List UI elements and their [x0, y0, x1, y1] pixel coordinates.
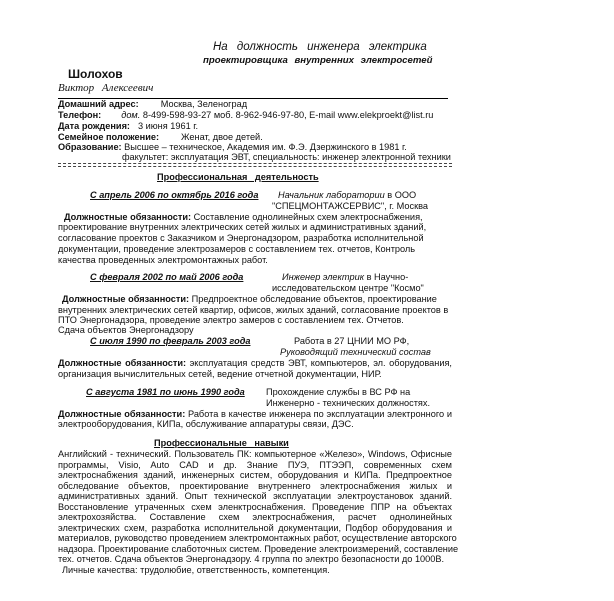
- duties-line: Предпроектное обследование объектов, проектирование: [191, 294, 437, 304]
- job-period: [90, 336, 250, 347]
- job-position: [278, 190, 416, 201]
- duties-line: Сдача объектов Энергонадзору: [58, 325, 194, 335]
- family-label: Семейное положение:: [58, 132, 160, 142]
- experience-heading: Профессиональная деятельность: [157, 172, 319, 182]
- duties-line: согласование проектов с Заказчиком и Энергонадзором, разработка исполнительной: [58, 233, 424, 243]
- duties-line: внутренних электрических сетей квартир, офисов, жилых зданий, согласование проектов в: [58, 305, 449, 315]
- job-position-title: Инженер электрик: [282, 272, 365, 282]
- address-value: Москва, Зеленоград: [160, 99, 248, 109]
- surname: Шолохов: [68, 67, 123, 81]
- duties-line: ПТО Энергонадзора, проведение электро замеров с составлением тех. Отчетов.: [58, 315, 404, 325]
- job-period: [90, 272, 243, 283]
- given-names: Виктор Алексеевич: [58, 82, 154, 94]
- skills-line: программы, Visio, Auto CAD и др. Знание ПУЭ, ПТЭЭП, современных схем: [58, 459, 452, 470]
- duties-line: электрооборудования, КИПа, обслуживание аппаратуры связи, ДЭС.: [58, 419, 354, 429]
- dashed-divider: [58, 166, 452, 167]
- birth-row: [58, 121, 198, 132]
- duties-line: эксплуатация средств ЭВТ, компьютеров, эл. оборудования,: [189, 358, 452, 368]
- job-position-title: Начальник лаборатории: [278, 190, 385, 200]
- job-employer: Инженерно - технических должностях.: [266, 398, 431, 408]
- job-period-text: С июля 1990 по февраль 2003 года: [90, 336, 251, 346]
- duties-label: Должностные обязанности:: [58, 409, 186, 419]
- job-period: [90, 190, 258, 201]
- skills-line: надзора. Проектирование слаботочных систем. Проведение электроизмерений, составление: [58, 543, 459, 554]
- skills-line: электрических схем, разработка исполнительной документации, Подбор оборудования и: [58, 522, 452, 533]
- target-position-title: На должность инженера электрика: [213, 41, 427, 53]
- job-position-rest: в Научно-: [364, 272, 409, 282]
- job-duties: [64, 212, 423, 223]
- duties-line: организация вычислительных сетей, ведение отчетной документации, НИР.: [58, 369, 382, 379]
- personal-qualities: Личные качества: трудолюбие, ответственность, компетенция.: [62, 564, 330, 575]
- education-row: [58, 142, 407, 153]
- job-duties: [62, 294, 437, 305]
- skills-line: обследование объектов, проектирование внутреннего электроснабжения жилых и: [58, 480, 452, 491]
- skills-heading: Профессиональные навыки: [154, 438, 289, 448]
- address-label: Домашний адрес:: [58, 99, 139, 109]
- job-period: [86, 387, 245, 398]
- job-employer: Руководящий технический состав: [280, 347, 431, 357]
- phone-row: [58, 110, 433, 121]
- job-duties: [58, 409, 452, 420]
- birth-label: Дата рождения:: [58, 121, 130, 131]
- dashed-divider: [58, 163, 452, 164]
- education-label: Образование:: [58, 142, 122, 152]
- job-employer: исследовательском центре "Космо": [272, 283, 424, 293]
- skills-line: административных зданий. Опыт технической эксплуатации электроустановок зданий.: [58, 491, 452, 501]
- skills-line: Восстановление утраченных схем эленктроснабжения. Проведение ППР на объектах: [58, 501, 452, 512]
- skills-line: электроснабжения зданий, инженерных систем, оборудования и КИПа. Предпроектное: [58, 470, 452, 480]
- duties-label: Должностные обязанности:: [58, 358, 187, 368]
- skills-line: материалов, руководство проведением электромонтажных работ, осуществление авторского: [58, 533, 457, 543]
- phone-value: 8-499-598-93-27 моб. 8-962-946-97-80, E-mail www.elekproekt@list.ru: [142, 110, 434, 120]
- birth-value: 3 июня 1961 г.: [138, 121, 199, 131]
- target-position-subtitle: проектировщика внутренних электросетей: [203, 55, 433, 66]
- phone-home-label: дом.: [121, 110, 141, 120]
- duties-label: Должностные обязанности:: [62, 294, 190, 304]
- skills-line: электрохозяйства. Составление схем электроснабжения, расчет однолинейных: [58, 512, 452, 522]
- family-row: [58, 132, 263, 143]
- duties-line: Работа в качестве инженера по эксплуатации электронного и: [188, 409, 452, 419]
- job-period-text: С апрель 2006 по октябрь 2016 года: [90, 190, 259, 200]
- duties-line: документации, проведение электрозамеров с составлением тех. отчетов, Контроль: [58, 244, 416, 254]
- job-position: Работа в 27 ЦНИИ МО РФ,: [294, 336, 410, 346]
- job-position: Прохождение службы в ВС РФ на: [266, 387, 411, 397]
- job-period-text: С февраля 2002 по май 2006 года: [90, 272, 244, 282]
- duties-line: качества проведенных электромонтажных работ.: [58, 255, 268, 265]
- skills-line: Английский - технический. Пользователь ПК: компьютерное «Железо», Windows, Офисные: [58, 449, 452, 459]
- duties-line: Составление однолинейных схем электроснабжения,: [193, 212, 423, 222]
- job-position-rest: в ООО: [384, 190, 417, 200]
- skills-line: тех. отчетов. Сдача объектов Энергонадзору. 4 группа по электро безопасности до 1000В.: [58, 554, 445, 564]
- education-faculty: факультет: эксплуатация ЭВТ, специальность: инженер электронной техники: [122, 152, 451, 162]
- duties-line: проектирование внутренних электрических сетей жилых и административных зданий,: [58, 222, 427, 232]
- job-employer: "СПЕЦМОНТАЖСЕРВИС", г. Москва: [272, 201, 428, 211]
- duties-label: Должностные обязанности:: [64, 212, 192, 222]
- job-duties: [58, 358, 452, 369]
- phone-label: Телефон:: [58, 110, 102, 120]
- job-position: [282, 272, 408, 283]
- family-value: Женат, двое детей.: [181, 132, 263, 142]
- address-row: [58, 99, 247, 110]
- education-value: Высшее – техническое, Академия им. Ф.Э. Дзержинского в 1981 г.: [124, 142, 407, 152]
- job-period-text: С августа 1981 по июнь 1990 года: [86, 387, 245, 397]
